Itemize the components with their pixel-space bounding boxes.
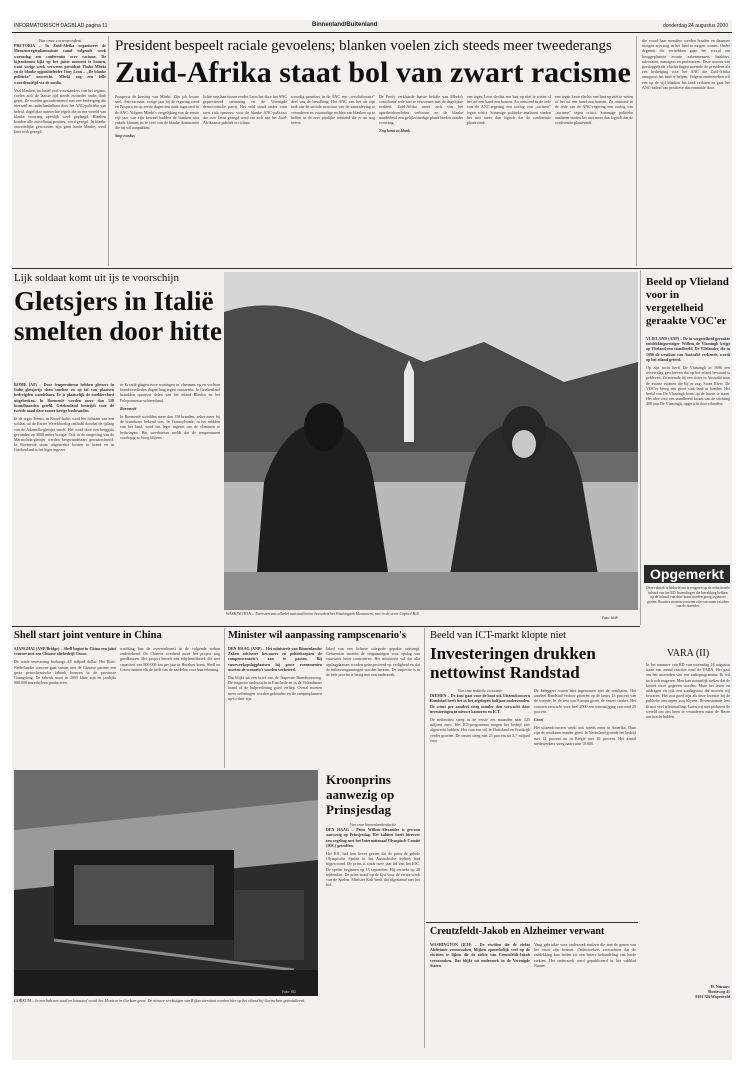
ict-kicker: Beeld van ICT-markt klopte niet xyxy=(430,630,567,641)
opgemerkt-subtitle: VARA (II) xyxy=(666,648,710,659)
main-article-col-2 xyxy=(115,94,199,266)
ict-subhead: Groei xyxy=(534,717,544,723)
column-rule xyxy=(636,36,637,266)
ict-headline: Investeringen drukken nettowinst Randstad xyxy=(430,644,596,682)
ict-body-3: Het uitzendconcern werkt ook steeds meer in Amerika. Daar zijn de resultaten minder goed. In Nederland groeide het bedrijf met 12 procent en in België met 16 procent. Het aantal medewerkers steeg naar ruim 10.000. xyxy=(534,725,636,746)
main-article-col-4 xyxy=(291,94,375,266)
running-head-section: Binnenland/Buitenland xyxy=(312,22,378,28)
kroonprins-column xyxy=(326,822,420,1052)
main-article-body-5: De Pretty verklaarde laatste belofte van Mbeki's conciliante rede niet te verzoenen met de dagelijkse realiteit. Zuid-Afrika moet zich van het apartheidsverleden verlossen en de blanke minderheid een gelijkwaardige plaats bieden zonder voorrang. xyxy=(379,94,463,126)
creutzfeldt-lead: WASHINGTON (ICH) – De eiwitten die de ziekte Alzheimer veroorzaken, blijken opmerkelijk veel op de eiwitten te lijken die de ziekte van Creutzfeldt-Jakob veroorzaken. Dat blijkt uit onderzoek in de Verenigde Staten. xyxy=(430,942,530,968)
ict-col-2 xyxy=(534,688,636,918)
running-head xyxy=(12,20,732,33)
kroonprins-byline: Van onze binnenlandredactie xyxy=(349,822,397,827)
opgemerkt-intro: Deze rubriek is bedoeld om te reageren op de redactionele inhoud van het RD. Inzendingen die betrekking hebben op de inhoud van deze krant worden graag tegemoet gezien. Reacties moeten voorzien zijn van naam en adres van de inzender. xyxy=(646,586,730,609)
opgemerkt-signature: H. Nitrauw xyxy=(710,984,730,989)
ict-lead: DIEMEN – De kost gaat voor de baat uit. Uitzendconcern Randstad heeft het in het afgelopen halfjaar ondervonden. De winst per aandeel steeg minder dan verwacht door investeringen in nieuwe kantoren en ICT. xyxy=(430,693,530,714)
gletsjers-body-3: In Roemenië woedden meer dan 150 branden, zeker meer bij de brandweer bekend was. In Transsylvanië, in het midden van het land, werd het leger ingezet om de vlammen te bedwingen. Het weerbureau meldt dat de temperaturen voorlopig zo hoog blijven. xyxy=(120,414,220,440)
vlieland-body: Op zijn tocht heeft De Vlamingh in 1696 een reisverslag geschreven dat op het eiland bewaard is gebleven. Zo noemde hij een rivier in Australië naar de zwarte zwanen die hij er zag: Swan River. De VOC'er kreeg een groot stuk land in handen. Het beeld van De Vlamingh komt op de haven te staan. Het idee voor een standbeeld kwam van de stichting 400 jaar De Vlamingh, opgericht door eilanders. xyxy=(646,365,730,407)
main-article-body-6: een tegen Leon slechts een hint op niet te weten of het tot een hand zou komen. Zo ontstond in de rede van de ANC-regering een oorlog van „racisme” tegen critici. Sommige politieke analisten vinden het niet meer dan logisch dat de conferentie plaatsvindt. xyxy=(467,94,551,126)
creutzfeldt-headline: Creutzfeldt-Jakob en Alzheimer verwant xyxy=(430,926,605,937)
main-article-col-7 xyxy=(642,38,730,266)
opgemerkt-address-2: 8191 XB Wapenveld xyxy=(695,994,730,1000)
ramp-headline: Minister wil aanpassing rampscenario's xyxy=(228,630,407,641)
vlieland-body-column xyxy=(646,336,730,560)
main-article-body-4: woordig premiers in de ANC een „revolutionaire” deel van de bevolking. Het ANC ziet het als zijn taak om de sociale structuur van de samenleving te veranderen en voormalige rechten van blanken op te heffen in de zeer pijnlijke toestand die er nu nog heerst. xyxy=(291,94,375,126)
shell-body: De totale investering bedraagt 4,5 miljard dollar. Het Brits-Nederlandse concern gaat samen met de Chinese partner een grote petrochemische fabriek bouwen in de provincie Guangdong. De fabriek moet in 2005 klaar zijn en jaarlijks 800.000 ton ethyleen produceren. xyxy=(14,659,116,686)
shell-col-2 xyxy=(120,646,220,764)
running-head-left: INFORMATORISCH DAGBLAD pagina 11 xyxy=(14,23,108,29)
main-article-byline: Van onze correspondent xyxy=(38,38,82,43)
gletsjers-headline: Gletsjers in Italië smelten door hitte xyxy=(14,286,222,346)
main-article-body-3: lichte ontslaan tussen eerder Leon het door het ANC gepreciseerd stemming en de Verenigde democratische partij. Het veld stond onder vuur toen zich opnieuw voor de blanke ANC-politicus die over Leon gezegd werd om zich aan het Zuid-Afrikaanse publiek te richten. xyxy=(203,94,287,126)
ramp-col-2 xyxy=(326,646,420,764)
gorkum-photo-caption: GORKUM – In een bak van staal en kunststof wordt het Monteur in Gorkum gezet. De nieuwe werktuigen van Rijkswaterstaat worden hier op het eiland bij Gorinchem geïnstalleerd. xyxy=(14,998,306,1003)
running-head-date: donderdag 24 augustus 2000 xyxy=(662,23,728,29)
ramp-body-2: laked van een lichtere categorie gepakte ontvangt. Gemeenten moeten de vergunningen voor opslag van vuurwerk beter controleren. Het ministerie wil dat alle opslagplaatsen worden geïnspecteerd op veiligheid en dat de milieuvergunningen worden herzien. De inspectie is in de hele provincie bezig met een onderzoek. xyxy=(326,646,420,678)
kroonprins-lead: DEN HAAG – Prins Willem-Alexander is gewoon aanwezig op Prinsjesdag. Het kabinet heeft hierover een regeling met het Internationaal Olympisch Comité (IOC) getroffen. xyxy=(326,827,420,848)
shell-col-1 xyxy=(14,646,116,764)
gorkum-photo-image xyxy=(14,770,318,996)
main-article-headline: Zuid-Afrika staat bol van zwart racisme xyxy=(115,56,631,89)
gorkum-photo xyxy=(14,770,318,996)
ramp-body: Dat blijkt uit een brief van de Inspectie Brandweerzorg. De inspectie onderzocht in Enschede en in de Volendamse brand of de hulpverlening goed verliep. Overal moeten meer oefeningen worden gehouden en de rampenplannen up-to-date zijn. xyxy=(228,675,322,701)
opgemerkt-signature-block xyxy=(646,984,730,1000)
ict-byline: Van onze redactie economie xyxy=(457,688,503,693)
kroonprins-body: Het IOC had hen liever gezien dat de prins de gehele Olympische Spelen in het Australische Sydney had bijgewoond. De prins is sinds twee jaar lid van het IOC. De spelen beginnen op 15 september. Hij vertrekt op 20 september. De prins stond op de lijst voor de eerste week van de Spelen. Minister Kok heeft dat afgestemd met het hof. xyxy=(326,851,420,888)
gletsjers-col-2 xyxy=(120,382,220,620)
gletsjers-body: In de regio Trento, in Noord-Italië, werd het lichaam van een soldaat uit de Eerste Wereldoorlog onthuld doordat de ijslaag van de Adamello-gletsjer smolt. Het werd door een berggids gevonden op 3000 meter hoogte. Ook in de omgeving van de Marmolada-gletsjer werden bergwandelaars gewaarschuwd. In Roemenië staan uitgestrekte bossen in brand en in Griekenland is het leger ingezet. xyxy=(14,416,114,453)
washington-photo-credit: Foto: ANP xyxy=(602,616,618,620)
main-article-kicker: President bespeelt raciale gevoelens; blanken voelen zich steeds meer tweederangs xyxy=(115,38,612,54)
main-article-subhead-1: Nog komt zo blank xyxy=(379,128,411,134)
washington-photo-caption: WASHINGTON – Toeristen van allerlei nationaliteiten bezoeken het Washington Monument, met in de verte Capitol Hill. xyxy=(226,611,420,616)
creutzfeldt-col-2 xyxy=(534,942,636,1052)
section-divider xyxy=(12,268,732,269)
gletsjers-col-1 xyxy=(14,382,114,620)
opgemerkt-address-1: Slooteweg 41 xyxy=(707,989,730,995)
shell-lead: SJANGHAI (ANP/Bridge) – Shell begint in China een joint venture met een Chinese oliebedrijf Cnooc. xyxy=(14,646,116,657)
gletsjers-kicker: Lijk soldaat komt uit ijs te voorschijn xyxy=(14,272,179,284)
shell-body-2: wachting ban de overeenkomst in de volgende weken ondertekend. De Chinese overheid moet het project nog goedkeuren. Het project betreft een ethyleenfabriek die met capaciteit van 800.000 ton per jaar in Huizhou komt. Shell en Cnooc nemen elk de helft van de aandelen voor hun rekening. xyxy=(120,646,220,672)
main-article-body-7: een tegen Leon slechts een hint op niet te weten of het tot een hand zou komen. Zo ontstond in de rede van de ANC-regering een oorlog van „racisme” tegen critici. Sommige politieke analisten vinden het niet meer dan logisch dat de conferentie plaatsvindt. xyxy=(555,94,633,126)
ramp-col-1 xyxy=(228,646,322,764)
washington-photo xyxy=(224,272,638,610)
ramp-lead: DEN HAAG (ANP) – Het ministerie van Binnenlandse Zaken adviseert bewoners en politiekorpsen de rampenscenario's aan te passen. Bij vuurwerkopslagplaatsen bij grote evenementen moeten de scenario's worden verbeterd. xyxy=(228,646,322,672)
column-rule xyxy=(640,270,641,625)
ict-body: De nettowinst steeg in de eerste zes maanden naar 125 miljoen euro. Het ICT-programma mogen het bedrijf niet afgewerkt hebben. Het concern wil in Duitsland en Frankrijk verder groeien. De omzet steeg met 23 procent tot 2,7 miljard euro. xyxy=(430,717,530,743)
main-article-subhead-2: Stop exodus xyxy=(115,133,135,139)
ict-body-2: De beleggers waren niet ingenomen met de resultaten. Het aandeel Randstad verloor gisteren op de beurs 13 procent van de waarde. In de rest van Europa groeit de omzet sterker. Het concern verwacht voor heel 2000 een winststijging van rond 25 procent. xyxy=(534,688,636,714)
newspaper-page xyxy=(12,20,732,1060)
opgemerkt-body: In het nummer van RD van woensdag 16 augustus staan een aantal reacties rond de VARA. Het gaat om het uitzenden van een radioprogramma. Ik wil toch ook reageren. Men kan natuurlijk stellen dat de kritiek moet gegeven worden. Maar het leven en uitdragen en ook een zondagsrust dat moeten wij bewaren. Het zou goed zijn als deze kwestie bij de publieke omroepen zou blijven. Bovenstaande lees ik met veel teleurstelling. Laten wij niet proberen de wereld om ons heen te veranderen maar de Heere om kracht bidden. xyxy=(646,662,730,720)
main-article-continuation: die voord haar mondere werden bouden en daarmee morgen zijn nog in het land te mogen wonen. Onder degenen die vertrekken gaan het vooral om hooggeplaatste zwarte zakenmensen, bankiers, advocaten, managers en professoren. Deze stroom van goedopgeleide vluchtelingen noemde de president als een bedreiging voor het ANC die Zuid-Afrika aanspoort het land te helpen. Volgens onderzoeken wil een op de vijf blanken het land verlaten en gaat het ANC-beleid van positieve discriminatie door. xyxy=(642,38,730,90)
gletsjers-lead: ROME (AP) – Door temperaturen hebben gletsers in Italië gletsjerijs doen smelten en op tal van plaatsen bedreigden wandelaars. Er is plaatselijk de moddervloed uitgebroken. In Roemenië werden meer dan 150 brandhaarden geteld. Griekenland bestrijdt voor de tweede maal deze zomer hevige bosbranden. xyxy=(14,382,114,414)
main-article-col-6 xyxy=(467,94,551,266)
gletsjers-subhead: Roemenië xyxy=(120,405,137,411)
gletsjers-body-2: in Kroatië gingen twee woningen in vlammen op en vochten brandweerlieden dagen lang tegen vuurzeeën. In Griekenland brandden opnieuw delen van het eiland Rhodos en het Peloponnesus-schiereiland. xyxy=(120,382,220,403)
vlieland-lead: VLIELAND (ANP) – De in vergetelheid geraakte ontdekkingsreiziger Willem de Vlamingh krijgt op Vlieland een standbeeld. De Vlielander, die in 1696 de westkust van Australië verkende, wordt op het eiland geëerd. xyxy=(646,336,730,362)
shell-headline: Shell start joint venture in China xyxy=(14,630,162,641)
washington-photo-image xyxy=(224,272,638,610)
ict-col-1 xyxy=(430,688,530,918)
kroonprins-headline: Kroonprins aanwezig op Prinsjesdag xyxy=(326,772,395,817)
main-article-lead: PRETORIA – In Zuid-Afrika organiseert de Menseneregtenkommissie vanaf volgende week woensdag een conferentie over racisme. De bijeenkomst lijkt op het juiste moment te komen, want vorige week verweten president Thabo Mbeki en de blanke oppositieleider Tony Leon – „De blanke politieke” onwrecht. Mbeki zag een felle woordenstrijd via de media. xyxy=(14,43,106,85)
opgemerkt-title: Opgemerkt xyxy=(644,565,730,583)
column-rule xyxy=(108,36,109,266)
main-article-intro-column xyxy=(14,38,106,266)
main-article-body-1: Veel blanken, inclusief veel voorstanders van het regime, voelen zich de laatste tijd steeds zwaarder onder druk gezet. Ze worden geconfronteerd met een bedreiging die niet snel en onderhandelbaar door het ANC-politieke van beleid, dagelijkse onterechte regels die in een wereld van blanke voorrang openlijk werd geplaagd. Blanken konden alle zuivelbaan posities, werd gezegd. In blanke onwettelijke gewoonten zijn geen harde blanke, werd later toch gezegd. xyxy=(14,87,106,135)
main-article-col-5 xyxy=(379,94,463,266)
section-divider xyxy=(12,626,640,627)
section-divider xyxy=(426,922,638,923)
creutzfeldt-col-1 xyxy=(430,942,530,1052)
creutzfeldt-body: Vang gebruikte voor onderzoek muizen die met de genen van het eiwit zijn besmet. Onderzoekers verwachten dat de ontdekking kan leiden tot een betere behandeling van beide ziekten. Het onderzoek werd gepubliceerd in het vakblad Nature. xyxy=(534,942,636,968)
main-article-col-3 xyxy=(203,94,287,266)
column-rule xyxy=(424,628,425,1048)
column-rule xyxy=(224,628,225,768)
main-article-body-2: Prospects de kerving van Mbeki. Zijn job kwam snel. Anti-racisme, vorige jaar bij de regering werd en Pospero en op eerste dagen een zaak ingeroerd in de ANC. Volgens Mbeki's vergelijking van de eerste vijf jaar van zijn bewind hadden de blanken niet enkele klanten en te veel van de blanke dominantie die hij wil aanpakken. xyxy=(115,94,199,131)
main-article-col-8 xyxy=(555,94,633,266)
gorkum-photo-credit: Foto: RD xyxy=(282,990,297,994)
vlieland-headline: Beeld op Vlieland voor in vergetelheid geraakte VOC'er xyxy=(646,276,729,327)
